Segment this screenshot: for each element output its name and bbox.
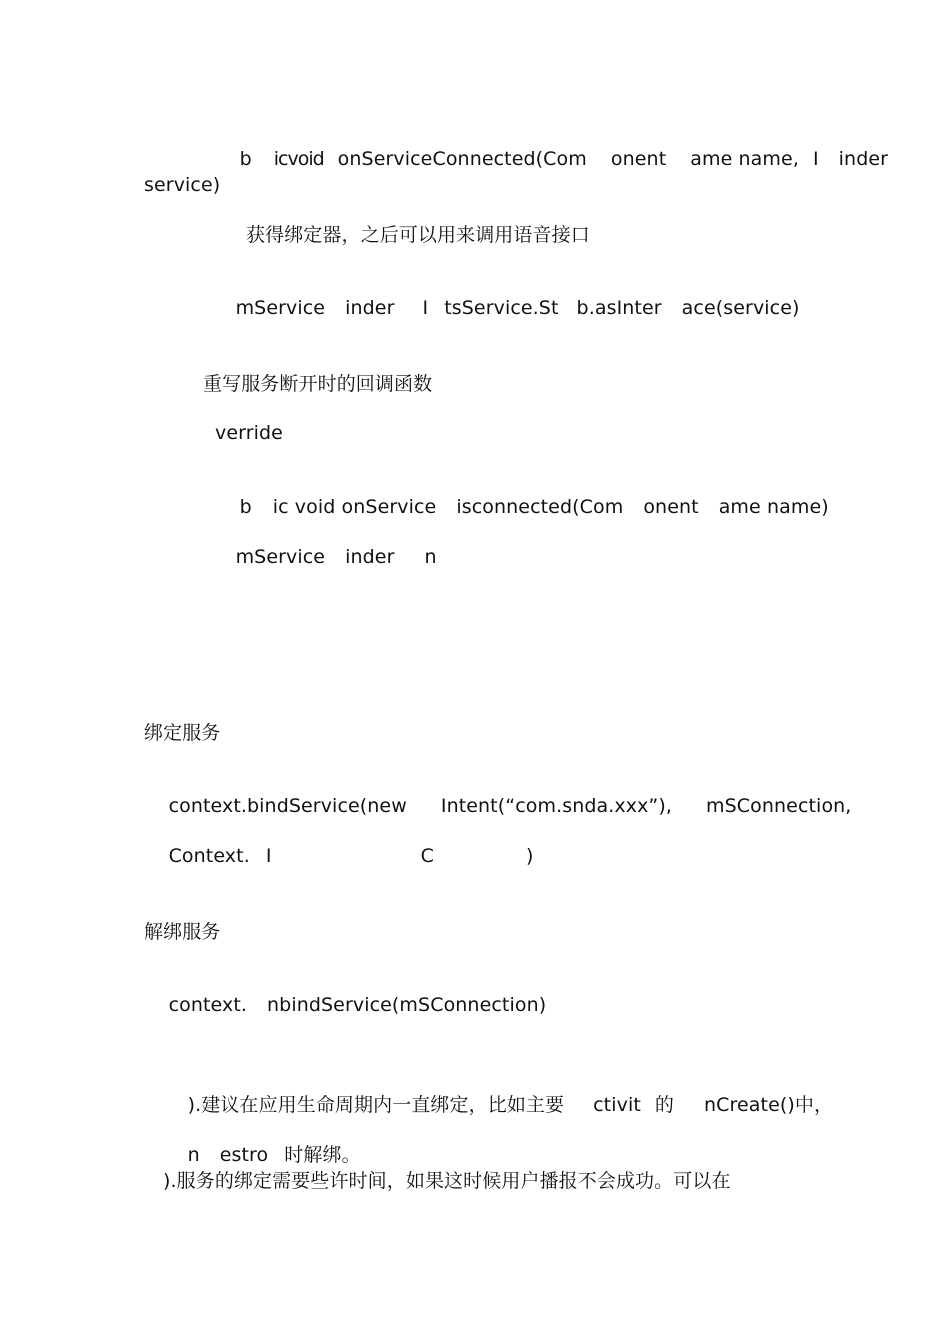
section-heading-bind-service: 绑定服务 — [144, 722, 221, 744]
code-fragment: inder — [838, 148, 889, 170]
code-fragment: b — [239, 148, 252, 170]
note-line-binding-delay: ).服务的绑定需要些许时间，如果这时候用户播报不会成功。可以在 — [163, 1170, 731, 1192]
code-fragment: nbindService(mSConnection) — [267, 994, 547, 1016]
note-fragment: estro — [219, 1144, 269, 1166]
code-fragment: I — [265, 845, 272, 867]
note-fragment: 时解绑。 — [284, 1144, 361, 1166]
code-fragment: isconnected(Com — [456, 496, 624, 518]
code-fragment: context. — [168, 994, 248, 1016]
note-fragment: ).建议在应用生命周期内一直绑定，比如主要 — [187, 1094, 565, 1116]
code-fragment: mSConnection, — [706, 795, 852, 817]
section-heading-unbind-service: 解绑服务 — [144, 921, 221, 943]
code-fragment: onServiceConnected(Com — [337, 148, 587, 170]
code-fragment: Intent(“com.snda.xxx”), — [440, 795, 673, 817]
code-fragment: inder — [345, 546, 395, 568]
note-fragment: nCreate()中， — [703, 1094, 834, 1116]
code-fragment: mService — [235, 297, 326, 319]
code-fragment: ame name) — [718, 496, 829, 518]
code-line-override: verride — [215, 422, 283, 444]
code-fragment: ace(service) — [681, 297, 800, 319]
code-line-on-service-connected — [215, 123, 888, 195]
code-fragment: context.bindService(new — [168, 795, 407, 817]
code-fragment: I — [812, 148, 819, 170]
note-fragment: n — [187, 1144, 200, 1166]
code-fragment: ic void onService — [272, 496, 437, 518]
code-line-mservice-null — [211, 521, 437, 593]
code-fragment: icvoid — [273, 148, 324, 170]
code-fragment: onent — [610, 148, 667, 170]
code-fragment: I — [422, 297, 429, 319]
code-fragment: tsService.St — [444, 297, 559, 319]
note-fragment: ctivit — [593, 1094, 641, 1116]
code-fragment: inder — [345, 297, 395, 319]
comment-service-disconnected: 重写服务断开时的回调函数 — [203, 373, 433, 395]
code-line-context-flags — [144, 820, 533, 892]
code-fragment: mService — [235, 546, 326, 568]
code-fragment: Context. — [168, 845, 250, 867]
code-fragment: onent — [643, 496, 699, 518]
code-fragment: b.asInter — [576, 297, 662, 319]
code-line-service: service) — [144, 174, 221, 196]
code-fragment: ame name, — [690, 148, 799, 170]
note-fragment: 的 — [654, 1094, 674, 1116]
code-fragment: C — [420, 845, 434, 867]
code-fragment: b — [239, 496, 252, 518]
code-fragment: n — [424, 546, 437, 568]
code-line-unbind-service — [144, 969, 546, 1041]
code-fragment: ) — [525, 845, 534, 867]
code-line-mservice-assign — [211, 272, 800, 344]
comment-get-binder: 获得绑定器，之后可以用来调用语音接口 — [246, 224, 590, 246]
